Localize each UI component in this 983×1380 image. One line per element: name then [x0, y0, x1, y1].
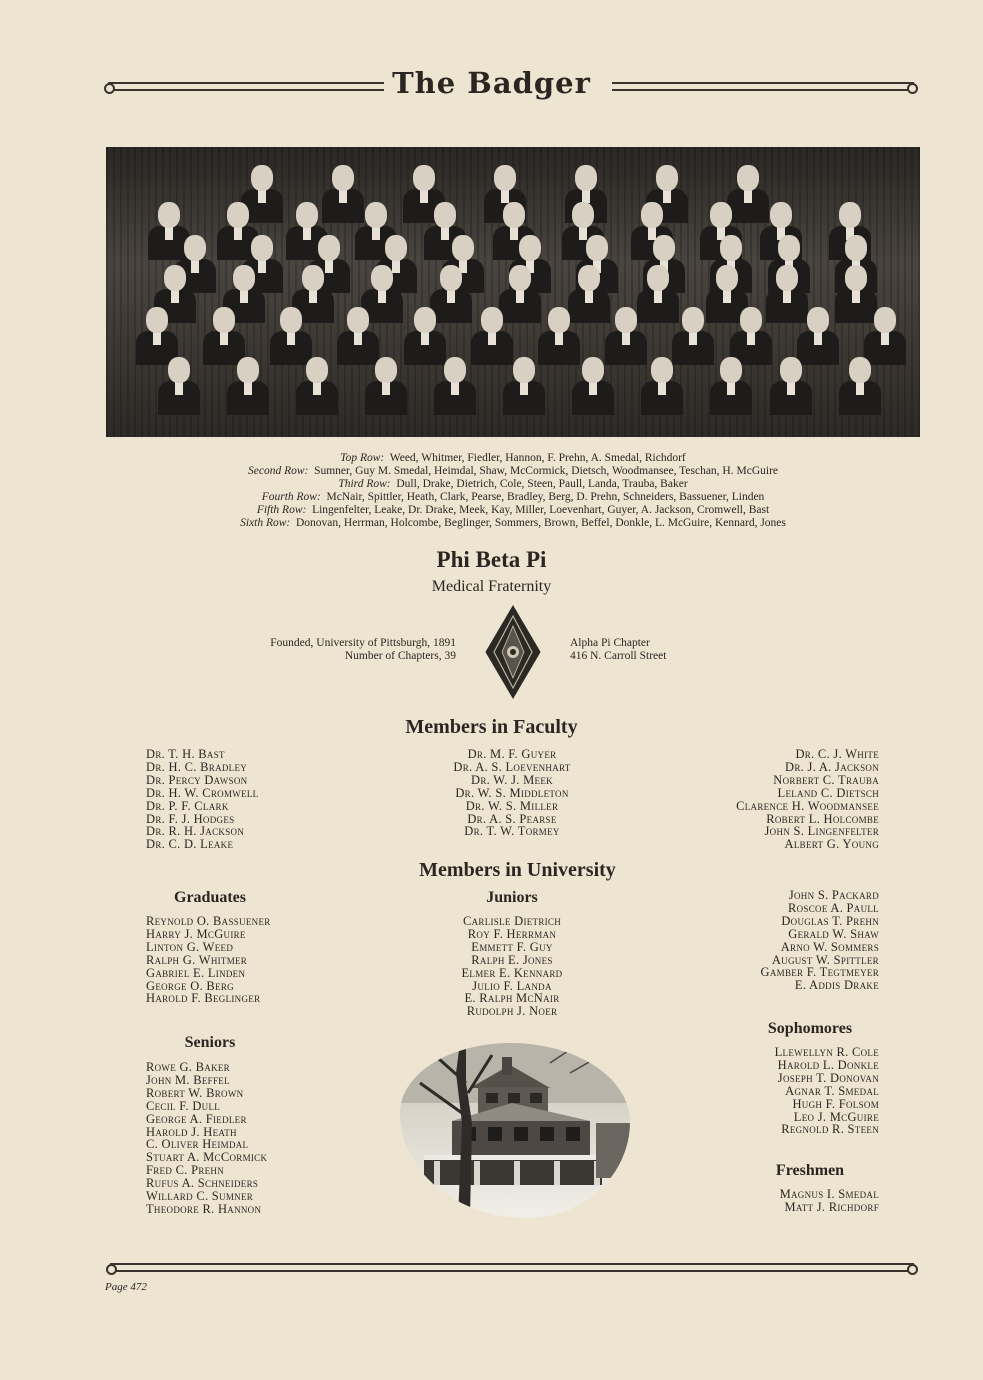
graduates-list	[146, 915, 271, 1005]
graduates-heading: Graduates	[174, 889, 246, 906]
photo-collar	[378, 289, 386, 303]
photo-collar	[814, 331, 822, 345]
list-item: Willard C. Sumner	[146, 1189, 254, 1204]
list-item: Douglas T. Prehn	[781, 913, 879, 928]
list-item: Gabriel E. Linden	[146, 965, 246, 980]
list-item: John S. Packard	[788, 888, 879, 902]
photo-face	[251, 165, 273, 191]
photo-face	[647, 265, 669, 291]
photo-face	[168, 357, 190, 383]
photo-face	[845, 265, 867, 291]
caption-row-6: Sixth Row: Donovan, Herrman, Holcombe, Beglinger, Sommers, Brown, Beffel, Donkle, L. McGuire, Kennard, Jones	[240, 517, 786, 529]
photo-collar	[441, 226, 449, 240]
list-item: Norbert C. Trauba	[773, 772, 879, 787]
chapter-info	[570, 637, 770, 663]
list-item: Matt J. Richdorf	[784, 1199, 879, 1214]
photo-collar	[258, 259, 266, 273]
seniors-list	[146, 1061, 267, 1216]
list-item: Gamber F. Tegtmeyer	[760, 965, 879, 980]
list-item: Hugh F. Folsom	[792, 1096, 879, 1111]
list-item: Dr. R. H. Jackson	[146, 824, 245, 839]
photo-face	[845, 235, 867, 261]
photo-face	[164, 265, 186, 291]
list-item: Carlisle Dietrich	[462, 914, 562, 928]
photo-face	[710, 202, 732, 228]
list-item: Joseph T. Donovan	[777, 1070, 879, 1085]
photo-collar	[420, 189, 428, 203]
photo-face	[375, 357, 397, 383]
list-item: C. Oliver Heimdal	[146, 1137, 249, 1152]
photo-collar	[747, 331, 755, 345]
list-item: Stuart A. McCormick	[146, 1150, 268, 1165]
fraternity-subtitle: Medical Fraternity	[431, 578, 552, 595]
photo-face	[503, 202, 525, 228]
chapter-house-photograph	[400, 1043, 630, 1218]
list-item: John M. Beffel	[146, 1072, 230, 1087]
photo-collar	[727, 381, 735, 395]
photo-collar	[313, 381, 321, 395]
founded-text: Founded, University of Pittsburgh, 1891	[270, 637, 456, 649]
list-item: Arno W. Sommers	[780, 939, 879, 954]
photo-collar	[153, 331, 161, 345]
list-item: Dr. C. D. Leake	[146, 837, 234, 852]
list-item: Magnus I. Smedal	[779, 1187, 879, 1201]
photo-collar	[723, 289, 731, 303]
photo-collar	[555, 331, 563, 345]
photo-collar	[881, 331, 889, 345]
list-item: Dr. T. H. Bast	[146, 747, 225, 761]
photo-face	[578, 265, 600, 291]
photo-collar	[654, 289, 662, 303]
photo-collar	[501, 189, 509, 203]
photo-face	[720, 357, 742, 383]
photo-collar	[488, 331, 496, 345]
photo-face	[807, 307, 829, 333]
photo-face	[494, 165, 516, 191]
photo-collar	[579, 226, 587, 240]
photo-face	[332, 165, 354, 191]
list-item: Roy F. Herrman	[467, 926, 557, 941]
list-item: Dr. A. S. Loevenhart	[453, 759, 571, 774]
photo-collar	[852, 289, 860, 303]
photo-face	[780, 357, 802, 383]
photo-collar	[451, 381, 459, 395]
photo-collar	[171, 289, 179, 303]
list-item: Harold L. Donkle	[777, 1057, 879, 1072]
photo-face	[184, 235, 206, 261]
photo-face	[874, 307, 896, 333]
list-item: Dr. W. S. Middleton	[455, 785, 569, 800]
photo-collar	[787, 381, 795, 395]
photo-collar	[856, 381, 864, 395]
photo-collar	[220, 331, 228, 345]
photo-face	[413, 165, 435, 191]
list-item: Dr. H. W. Cromwell	[146, 785, 259, 800]
university-heading: Members in University	[419, 859, 616, 881]
photo-face	[582, 357, 604, 383]
photo-face	[481, 307, 503, 333]
photo-collar	[234, 226, 242, 240]
photo-face	[385, 235, 407, 261]
list-item: Dr. A. S. Pearse	[467, 811, 557, 826]
list-item: Dr. M. F. Guyer	[467, 747, 557, 761]
juniors-continued-list	[660, 889, 879, 992]
fraternity-badge-icon	[484, 604, 542, 700]
photo-face	[158, 202, 180, 228]
list-item: Emmett F. Guy	[471, 939, 553, 954]
photo-face	[347, 307, 369, 333]
photo-face	[651, 357, 673, 383]
photo-collar	[582, 189, 590, 203]
photo-collar	[520, 381, 528, 395]
list-item: Agnar T. Smedal	[785, 1083, 879, 1098]
list-item: Leo J. McGuire	[793, 1109, 879, 1124]
photo-face	[306, 357, 328, 383]
photo-face	[318, 235, 340, 261]
list-item: Dr. H. C. Bradley	[146, 759, 248, 774]
list-item: Robert L. Holcombe	[766, 811, 879, 826]
photo-face	[641, 202, 663, 228]
photo-collar	[372, 226, 380, 240]
list-item: Dr. F. J. Hodges	[146, 811, 235, 826]
photo-collar	[585, 289, 593, 303]
photo-face	[572, 202, 594, 228]
list-item: Ralph E. Jones	[471, 952, 553, 967]
photo-collar	[175, 381, 183, 395]
photo-collar	[744, 189, 752, 203]
list-item: Theodore R. Hannon	[146, 1201, 262, 1216]
photo-face	[414, 307, 436, 333]
list-item: Cecil F. Dull	[146, 1098, 221, 1113]
photo-face	[280, 307, 302, 333]
page-header-title: The Badger	[0, 66, 983, 100]
photo-face	[444, 357, 466, 383]
page-number: Page 472	[105, 1281, 147, 1293]
photo-face	[737, 165, 759, 191]
freshmen-list	[660, 1188, 879, 1214]
photo-face	[233, 265, 255, 291]
list-item: George A. Fiedler	[146, 1111, 247, 1126]
list-item: Roscoe A. Paull	[787, 900, 879, 915]
list-item: Harold J. Heath	[146, 1124, 237, 1139]
list-item: Fred C. Prehn	[146, 1163, 225, 1178]
photo-collar	[191, 259, 199, 273]
photo-face	[513, 357, 535, 383]
group-photograph	[106, 147, 920, 437]
list-item: Elmer E. Kennard	[461, 965, 563, 980]
photo-collar	[287, 331, 295, 345]
photo-face	[371, 265, 393, 291]
photo-face	[653, 235, 675, 261]
caption-row-1: Top Row: Weed, Whitmer, Fiedler, Hannon, F. Prehn, A. Smedal, Richdorf	[340, 452, 686, 464]
founded-info	[200, 637, 456, 663]
list-item: Regnold R. Steen	[781, 1122, 879, 1137]
photo-collar	[325, 259, 333, 273]
photo-face	[146, 307, 168, 333]
list-item: George O. Berg	[146, 978, 234, 993]
photo-face	[548, 307, 570, 333]
list-item: E. Addis Drake	[794, 978, 879, 993]
faculty-list-left	[146, 748, 258, 851]
photo-face	[575, 165, 597, 191]
photo-face	[296, 202, 318, 228]
photo-collar	[258, 189, 266, 203]
photo-collar	[510, 226, 518, 240]
juniors-heading: Juniors	[486, 889, 538, 906]
list-item: Dr. W. J. Meek	[471, 772, 553, 787]
photo-collar	[589, 381, 597, 395]
seniors-heading: Seniors	[184, 1034, 236, 1051]
list-item: Dr. W. S. Miller	[465, 798, 559, 813]
list-item: Gerald W. Shaw	[788, 926, 879, 941]
chapter-name-text: Alpha Pi Chapter	[570, 637, 650, 649]
photo-collar	[783, 289, 791, 303]
photo-collar	[622, 331, 630, 345]
fraternity-name: Phi Beta Pi	[436, 547, 547, 572]
photo-face	[740, 307, 762, 333]
photo-collar	[240, 289, 248, 303]
photo-face	[776, 265, 798, 291]
photo-face	[716, 265, 738, 291]
sophomores-list	[660, 1046, 879, 1136]
photo-collar	[339, 189, 347, 203]
photo-face	[586, 235, 608, 261]
photo-face	[365, 202, 387, 228]
list-item: Dr. T. W. Tormey	[464, 824, 560, 839]
photo-collar	[689, 331, 697, 345]
list-item: Albert G. Young	[784, 837, 879, 852]
photo-face	[251, 235, 273, 261]
photo-face	[778, 235, 800, 261]
faculty-heading: Members in Faculty	[405, 716, 578, 738]
faculty-list-center	[392, 748, 632, 838]
photo-face	[615, 307, 637, 333]
photo-collar	[382, 381, 390, 395]
photo-face	[227, 202, 249, 228]
faculty-list-right	[660, 748, 879, 851]
list-item: Rudolph J. Noer	[466, 1004, 558, 1019]
chapter-address-text: 416 N. Carroll Street	[570, 650, 667, 662]
list-item: Julio F. Landa	[472, 978, 552, 993]
photo-collar	[392, 259, 400, 273]
list-item: Ralph G. Whitmer	[146, 952, 248, 967]
photo-face	[656, 165, 678, 191]
photo-collar	[303, 226, 311, 240]
list-item: Clarence H. Woodmansee	[736, 798, 879, 813]
photo-collar	[516, 289, 524, 303]
caption-row-3: Third Row: Dull, Drake, Dietrich, Cole, Steen, Paull, Landa, Trauba, Baker	[338, 478, 688, 490]
caption-row-5: Fifth Row: Lingenfelter, Leake, Dr. Drake, Meek, Kay, Miller, Loevenhart, Guyer, A. Jackson, Cromwell, Bast	[256, 504, 770, 516]
caption-row-2: Second Row: Sumner, Guy M. Smedal, Heimdal, Shaw, McCormick, Dietsch, Woodmansee, Teschan, H. McGuire	[247, 465, 778, 477]
list-item: John S. Lingenfelter	[764, 824, 879, 839]
photo-face	[440, 265, 462, 291]
photo-collar	[658, 381, 666, 395]
photo-face	[682, 307, 704, 333]
photo-collar	[354, 331, 362, 345]
list-item: August W. Spittler	[771, 952, 879, 967]
list-item: Leland C. Dietsch	[777, 785, 879, 800]
photo-face	[770, 202, 792, 228]
freshmen-heading: Freshmen	[775, 1162, 845, 1179]
list-item: Dr. Percy Dawson	[146, 772, 248, 787]
list-item: E. Ralph McNair	[464, 991, 560, 1006]
photo-face	[434, 202, 456, 228]
list-item: Rufus A. Schneiders	[146, 1176, 259, 1191]
caption-row-4: Fourth Row: McNair, Spittler, Heath, Clark, Pearse, Bradley, Berg, D. Prehn, Schneiders, Bassuener, Linden	[261, 491, 765, 503]
list-item: Linton G. Weed	[146, 939, 234, 954]
photo-face	[302, 265, 324, 291]
list-item: Robert W. Brown	[146, 1085, 244, 1100]
list-item: Dr. P. F. Clark	[146, 798, 229, 813]
list-item: Harold F. Beglinger	[146, 991, 261, 1006]
photo-collar	[447, 289, 455, 303]
photo-collar	[663, 189, 671, 203]
photo-face	[839, 202, 861, 228]
photo-face	[720, 235, 742, 261]
photo-face	[213, 307, 235, 333]
photo-face	[452, 235, 474, 261]
list-item: Harry J. McGuire	[146, 926, 246, 941]
photo-face	[509, 265, 531, 291]
photo-collar	[421, 331, 429, 345]
juniors-list	[392, 915, 632, 1018]
photo-collar	[165, 226, 173, 240]
list-item: Rowe G. Baker	[146, 1060, 230, 1074]
list-item: Reynold O. Bassuener	[146, 914, 271, 928]
list-item: Dr. J. A. Jackson	[785, 759, 879, 774]
photo-face	[237, 357, 259, 383]
list-item: Llewellyn R. Cole	[774, 1045, 879, 1059]
sophomores-heading: Sophomores	[767, 1020, 853, 1037]
list-item: Dr. C. J. White	[795, 747, 879, 761]
footer-rule	[110, 1263, 914, 1272]
photo-collar	[244, 381, 252, 395]
photo-collar	[309, 289, 317, 303]
chapters-count-text: Number of Chapters, 39	[344, 650, 456, 662]
photo-face	[849, 357, 871, 383]
photo-face	[519, 235, 541, 261]
